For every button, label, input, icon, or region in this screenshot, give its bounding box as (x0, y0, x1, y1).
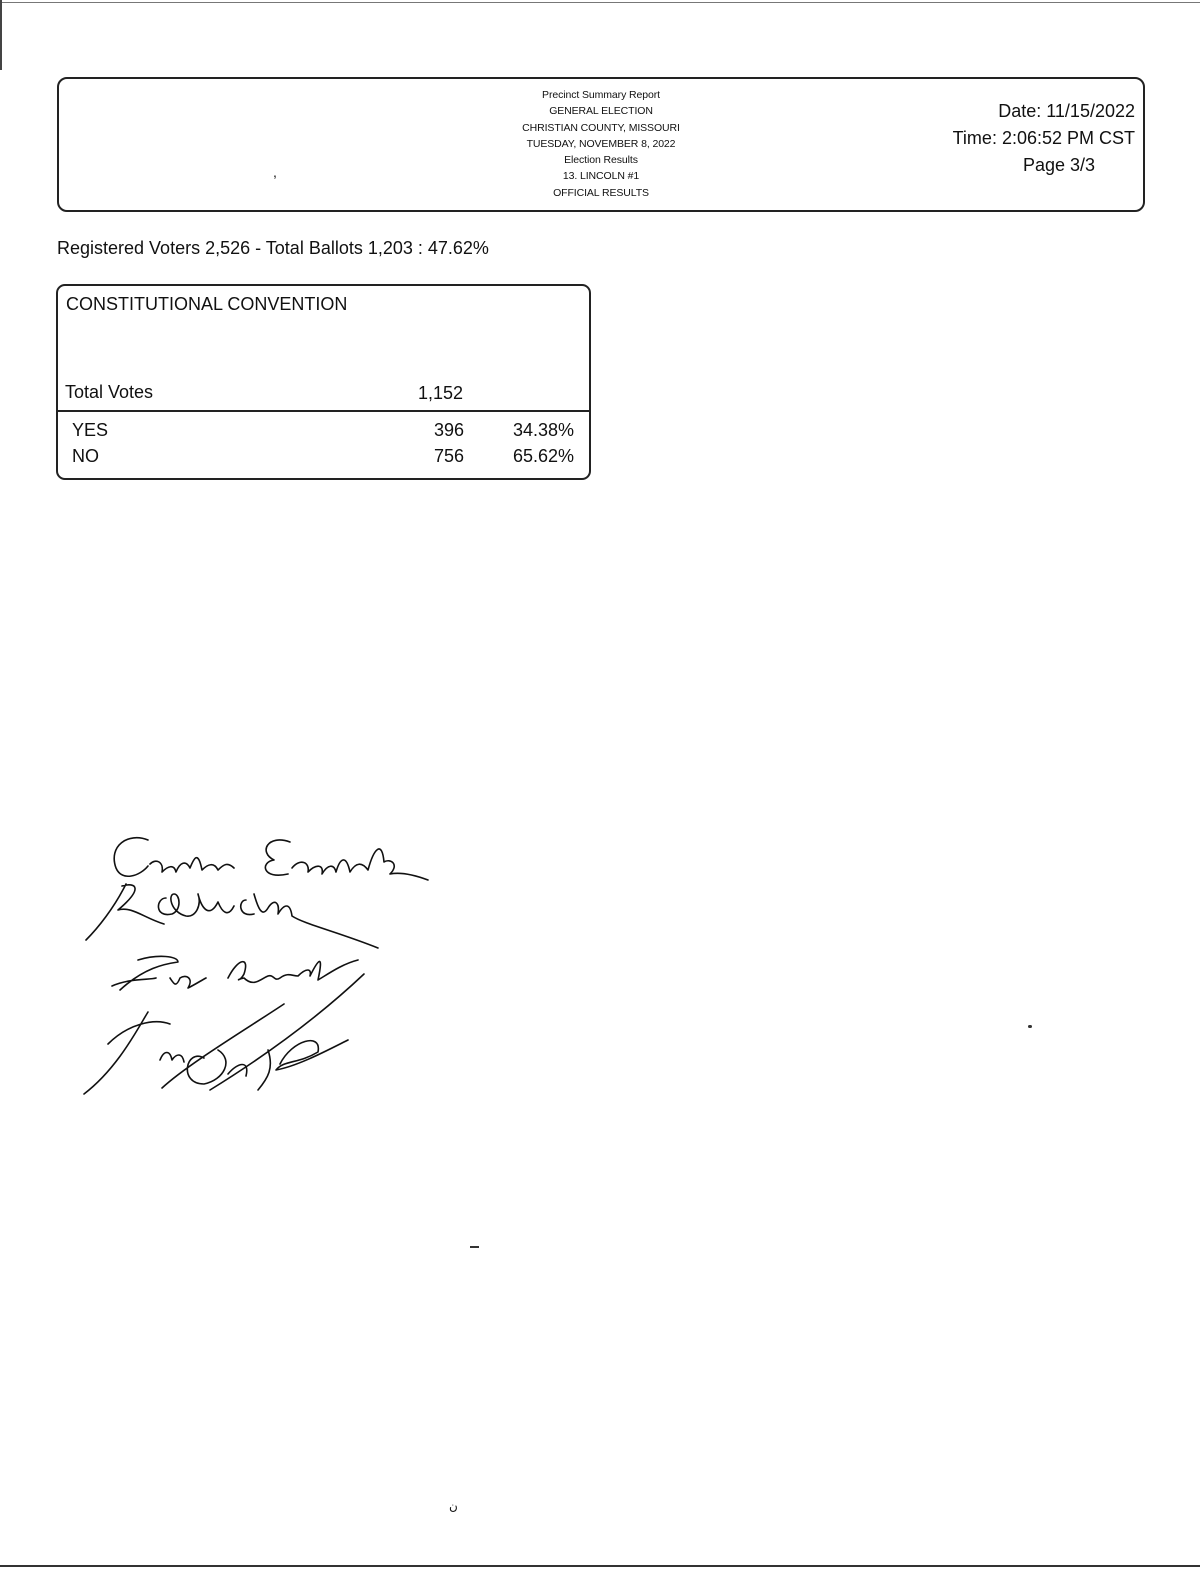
contest-divider (58, 410, 589, 412)
signature-2 (86, 884, 378, 948)
choice-votes: 756 (433, 446, 464, 466)
report-title: Precinct Summary Report (542, 89, 660, 101)
county-name: CHRISTIAN COUNTY, MISSOURI (522, 121, 680, 134)
choice-votes: 396 (433, 420, 464, 440)
results-status: OFFICIAL RESULTS (553, 186, 649, 199)
report-date: Date: 11/15/2022 (998, 101, 1135, 121)
signatures-block (78, 828, 448, 1108)
choice-percent: 65.62% (512, 446, 574, 466)
choice-percent: 34.38% (512, 420, 574, 440)
bottom-mark: ن (449, 1499, 458, 1513)
registered-voters-summary: Registered Voters 2,526 - Total Ballots 1,203 : 47.62% (57, 238, 489, 258)
scan-edge-left (0, 0, 2, 70)
election-name: GENERAL ELECTION (549, 105, 653, 118)
report-header (57, 77, 1145, 212)
report-time: Time: 2:06:52 PM CST (952, 128, 1135, 148)
page-number: Page 3/3 (1022, 155, 1095, 175)
scan-speck (470, 1246, 479, 1248)
contest-title: CONSTITUTIONAL CONVENTION (66, 294, 348, 314)
choice-name: YES (72, 420, 109, 440)
total-votes-label: Total Votes (65, 382, 154, 402)
report-subtitle: Election Results (564, 154, 638, 167)
election-date: TUESDAY, NOVEMBER 8, 2022 (526, 137, 676, 150)
choice-row-yes (58, 420, 589, 446)
signature-3 (112, 956, 358, 990)
scan-speck (1028, 1025, 1032, 1028)
precinct-name: 13. LINCOLN #1 (562, 170, 640, 183)
signature-1 (114, 838, 428, 880)
scan-edge-bottom (0, 1565, 1200, 1567)
total-votes-value: 1,152 (417, 383, 463, 403)
choice-row-no (58, 446, 589, 472)
contest-table (56, 284, 591, 480)
choice-name: NO (72, 446, 99, 466)
stray-mark: , (273, 164, 277, 180)
report-meta (915, 98, 1135, 179)
scan-edge-top (0, 2, 1200, 3)
signature-4 (84, 974, 364, 1094)
